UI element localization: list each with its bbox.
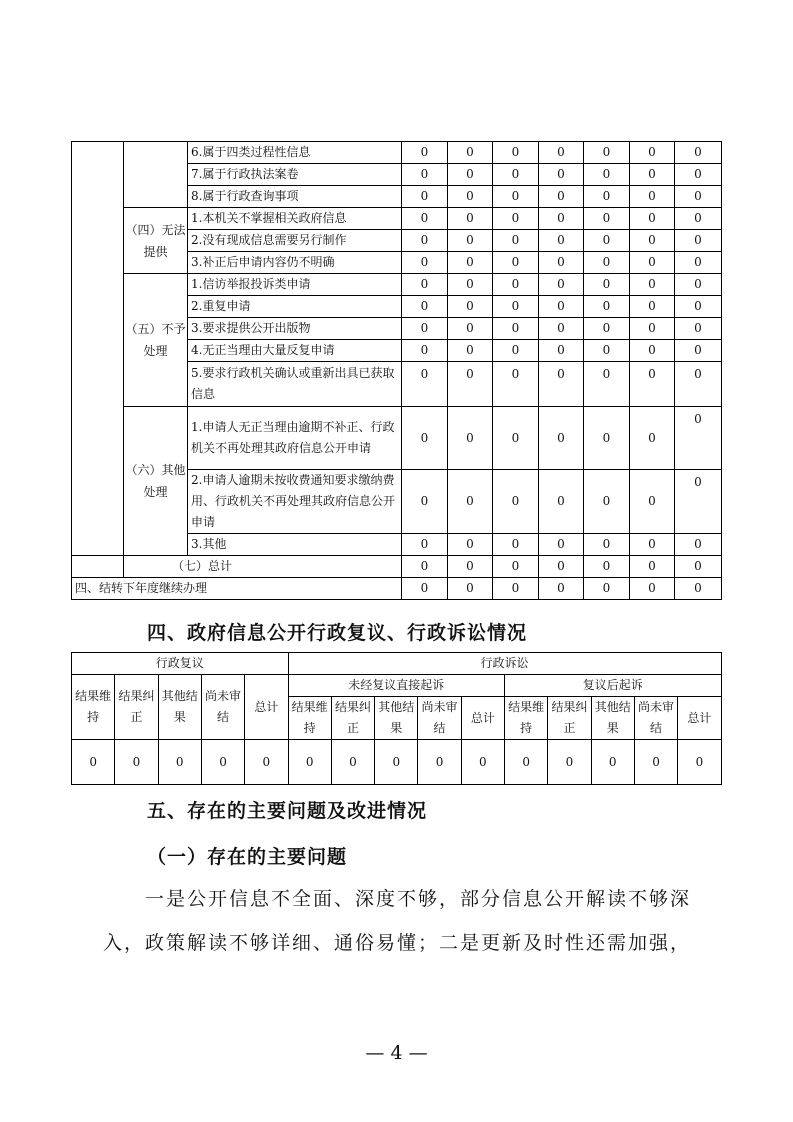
value-cell: 0 (584, 208, 630, 230)
blank-cell (72, 556, 124, 578)
value-cell: 0 (493, 407, 539, 470)
value-cell: 0 (675, 340, 722, 362)
value-cell: 0 (584, 186, 630, 208)
after-header-cell: 结果纠正 (548, 697, 591, 740)
review-value-cell: 0 (591, 740, 634, 785)
review-header-cell: 结果维持 (72, 675, 115, 740)
after-header-cell: 其他结果 (591, 697, 634, 740)
row-label: （七）总计 (124, 556, 402, 578)
value-cell: 0 (675, 470, 722, 534)
value-cell: 0 (584, 534, 630, 556)
value-cell: 0 (675, 252, 722, 274)
value-cell: 0 (402, 274, 448, 296)
value-cell: 0 (675, 578, 722, 600)
value-cell: 0 (584, 164, 630, 186)
value-cell: 0 (675, 556, 722, 578)
value-cell: 0 (493, 534, 539, 556)
value-cell: 0 (402, 578, 448, 600)
value-cell: 0 (630, 318, 675, 340)
value-cell: 0 (402, 470, 448, 534)
review-header-cell: 尚未审结 (201, 675, 244, 740)
value-cell: 0 (539, 142, 584, 164)
value-cell: 0 (448, 252, 493, 274)
value-cell: 0 (675, 142, 722, 164)
review-value-cell: 0 (72, 740, 115, 785)
paragraph-line-1: 一是公开信息不全面、深度不够，部分信息公开解读不够深 (145, 888, 692, 910)
row-label: 7.属于行政执法案卷 (188, 164, 402, 186)
section4-title: 四、政府信息公开行政复议、行政诉讼情况 (147, 622, 528, 644)
review-value-cell: 0 (418, 740, 461, 785)
value-cell: 0 (493, 578, 539, 600)
value-cell: 0 (584, 578, 630, 600)
value-cell: 0 (493, 318, 539, 340)
review-value-cell: 0 (505, 740, 548, 785)
value-cell: 0 (584, 142, 630, 164)
value-cell: 0 (630, 407, 675, 470)
value-cell: 0 (448, 296, 493, 318)
value-cell: 0 (630, 164, 675, 186)
value-cell: 0 (584, 556, 630, 578)
review-value-cell: 0 (461, 740, 504, 785)
review-litigation-table (71, 652, 722, 785)
direct-header-cell: 尚未审结 (418, 697, 461, 740)
review-value-cell: 0 (375, 740, 418, 785)
value-cell: 0 (493, 340, 539, 362)
review-values-row (72, 740, 722, 785)
value-cell: 0 (448, 274, 493, 296)
review-value-cell: 0 (201, 740, 244, 785)
value-cell: 0 (402, 318, 448, 340)
value-cell: 0 (448, 142, 493, 164)
row-label: 8.属于行政查询事项 (188, 186, 402, 208)
table-row (72, 556, 722, 578)
direct-header-cell: 总计 (461, 697, 504, 740)
value-cell: 0 (675, 230, 722, 252)
value-cell: 0 (675, 318, 722, 340)
value-cell: 0 (493, 164, 539, 186)
value-cell: 0 (448, 362, 493, 407)
group-label: （五）不予处理 (124, 274, 188, 407)
value-cell: 0 (630, 578, 675, 600)
direct-header-cell: 结果维持 (288, 697, 331, 740)
table-row (72, 208, 722, 230)
value-cell: 0 (402, 407, 448, 470)
value-cell: 0 (493, 470, 539, 534)
review-value-cell: 0 (634, 740, 677, 785)
value-cell: 0 (630, 362, 675, 407)
value-cell: 0 (448, 556, 493, 578)
value-cell: 0 (539, 208, 584, 230)
value-cell: 0 (584, 407, 630, 470)
value-cell: 0 (584, 252, 630, 274)
value-cell: 0 (539, 164, 584, 186)
value-cell: 0 (493, 142, 539, 164)
value-cell: 0 (630, 470, 675, 534)
review-value-cell: 0 (158, 740, 201, 785)
value-cell: 0 (630, 534, 675, 556)
value-cell: 0 (448, 470, 493, 534)
row-label: 4.无正当理由大量反复申请 (188, 340, 402, 362)
value-cell: 0 (539, 470, 584, 534)
admin-review-header: 行政复议 (72, 653, 289, 675)
value-cell: 0 (448, 318, 493, 340)
review-value-cell: 0 (288, 740, 331, 785)
value-cell: 0 (402, 296, 448, 318)
value-cell: 0 (402, 142, 448, 164)
review-header-cell: 结果纠正 (115, 675, 158, 740)
value-cell: 0 (448, 407, 493, 470)
admin-litigation-header: 行政诉讼 (288, 653, 721, 675)
row-label: 3.其他 (188, 534, 402, 556)
value-cell: 0 (448, 340, 493, 362)
value-cell: 0 (402, 340, 448, 362)
value-cell: 0 (493, 362, 539, 407)
value-cell: 0 (584, 470, 630, 534)
direct-header-cell: 结果纠正 (331, 697, 374, 740)
row-label: 1.申请人无正当理由逾期不补正、行政机关不再处理其政府信息公开申请 (188, 407, 402, 470)
value-cell: 0 (630, 296, 675, 318)
value-cell: 0 (448, 578, 493, 600)
value-cell: 0 (584, 340, 630, 362)
review-value-cell: 0 (331, 740, 374, 785)
value-cell: 0 (539, 274, 584, 296)
value-cell: 0 (402, 362, 448, 407)
value-cell: 0 (493, 296, 539, 318)
value-cell: 0 (675, 186, 722, 208)
value-cell: 0 (584, 362, 630, 407)
value-cell: 0 (675, 208, 722, 230)
value-cell: 0 (630, 142, 675, 164)
value-cell: 0 (402, 534, 448, 556)
row-label: 3.要求提供公开出版物 (188, 318, 402, 340)
disposition-table (71, 141, 722, 600)
value-cell: 0 (630, 208, 675, 230)
review-header-cell: 其他结果 (158, 675, 201, 740)
review-header-cell: 总计 (245, 675, 288, 740)
row-label: 1.信访举报投诉类申请 (188, 274, 402, 296)
value-cell: 0 (630, 186, 675, 208)
review-value-cell: 0 (115, 740, 158, 785)
value-cell: 0 (539, 252, 584, 274)
value-cell: 0 (448, 164, 493, 186)
value-cell: 0 (402, 252, 448, 274)
value-cell: 0 (402, 186, 448, 208)
value-cell: 0 (539, 362, 584, 407)
row-label: 5.要求行政机关确认或重新出具已获取信息 (188, 362, 402, 407)
value-cell: 0 (675, 362, 722, 407)
review-value-cell: 0 (548, 740, 591, 785)
value-cell: 0 (630, 556, 675, 578)
value-cell: 0 (539, 186, 584, 208)
value-cell: 0 (539, 340, 584, 362)
value-cell: 0 (493, 556, 539, 578)
value-cell: 0 (675, 164, 722, 186)
value-cell: 0 (630, 230, 675, 252)
value-cell: 0 (402, 208, 448, 230)
after-header-cell: 总计 (678, 697, 721, 740)
row-label: 2.没有现成信息需要另行制作 (188, 230, 402, 252)
value-cell: 0 (402, 556, 448, 578)
value-cell: 0 (493, 186, 539, 208)
outer-blank-cell (72, 142, 124, 556)
value-cell: 0 (539, 230, 584, 252)
value-cell: 0 (539, 407, 584, 470)
value-cell: 0 (675, 534, 722, 556)
after-header-cell: 尚未审结 (634, 697, 677, 740)
value-cell: 0 (675, 296, 722, 318)
table-row (72, 274, 722, 296)
group-label: （六）其他处理 (124, 407, 188, 556)
group-blank-cell (124, 142, 188, 208)
review-value-cell: 0 (245, 740, 288, 785)
row-label: 四、结转下年度继续办理 (72, 578, 402, 600)
value-cell: 0 (493, 230, 539, 252)
row-label: 2.重复申请 (188, 296, 402, 318)
value-cell: 0 (584, 296, 630, 318)
direct-suit-header: 未经复议直接起诉 (288, 675, 504, 697)
value-cell: 0 (584, 274, 630, 296)
subsection1-title: （一）存在的主要问题 (147, 846, 348, 868)
value-cell: 0 (493, 274, 539, 296)
value-cell: 0 (539, 578, 584, 600)
value-cell: 0 (448, 186, 493, 208)
value-cell: 0 (630, 340, 675, 362)
value-cell: 0 (493, 208, 539, 230)
value-cell: 0 (402, 164, 448, 186)
value-cell: 0 (539, 534, 584, 556)
row-label: 2.申请人逾期未按收费通知要求缴纳费用、行政机关不再处理其政府信息公开申请 (188, 470, 402, 534)
value-cell: 0 (448, 208, 493, 230)
value-cell: 0 (448, 230, 493, 252)
value-cell: 0 (675, 274, 722, 296)
value-cell: 0 (675, 407, 722, 470)
value-cell: 0 (402, 230, 448, 252)
value-cell: 0 (539, 296, 584, 318)
page-number: — 4 — (365, 1042, 428, 1064)
after-header-cell: 结果维持 (505, 697, 548, 740)
value-cell: 0 (584, 318, 630, 340)
value-cell: 0 (630, 252, 675, 274)
paragraph-line-2: 入，政策解读不够详细、通俗易懂；二是更新及时性还需加强， (103, 932, 692, 954)
row-label: 1.本机关不掌握相关政府信息 (188, 208, 402, 230)
row-label: 3.补正后申请内容仍不明确 (188, 252, 402, 274)
table-row (72, 407, 722, 470)
value-cell: 0 (539, 318, 584, 340)
value-cell: 0 (493, 252, 539, 274)
value-cell: 0 (448, 534, 493, 556)
row-label: 6.属于四类过程性信息 (188, 142, 402, 164)
value-cell: 0 (630, 274, 675, 296)
after-review-suit-header: 复议后起诉 (505, 675, 722, 697)
direct-header-cell: 其他结果 (375, 697, 418, 740)
section5-title: 五、存在的主要问题及改进情况 (147, 800, 428, 822)
table-row (72, 578, 722, 600)
value-cell: 0 (539, 556, 584, 578)
group-label: （四）无法提供 (124, 208, 188, 274)
review-value-cell: 0 (678, 740, 721, 785)
table-row (72, 142, 722, 164)
value-cell: 0 (584, 230, 630, 252)
